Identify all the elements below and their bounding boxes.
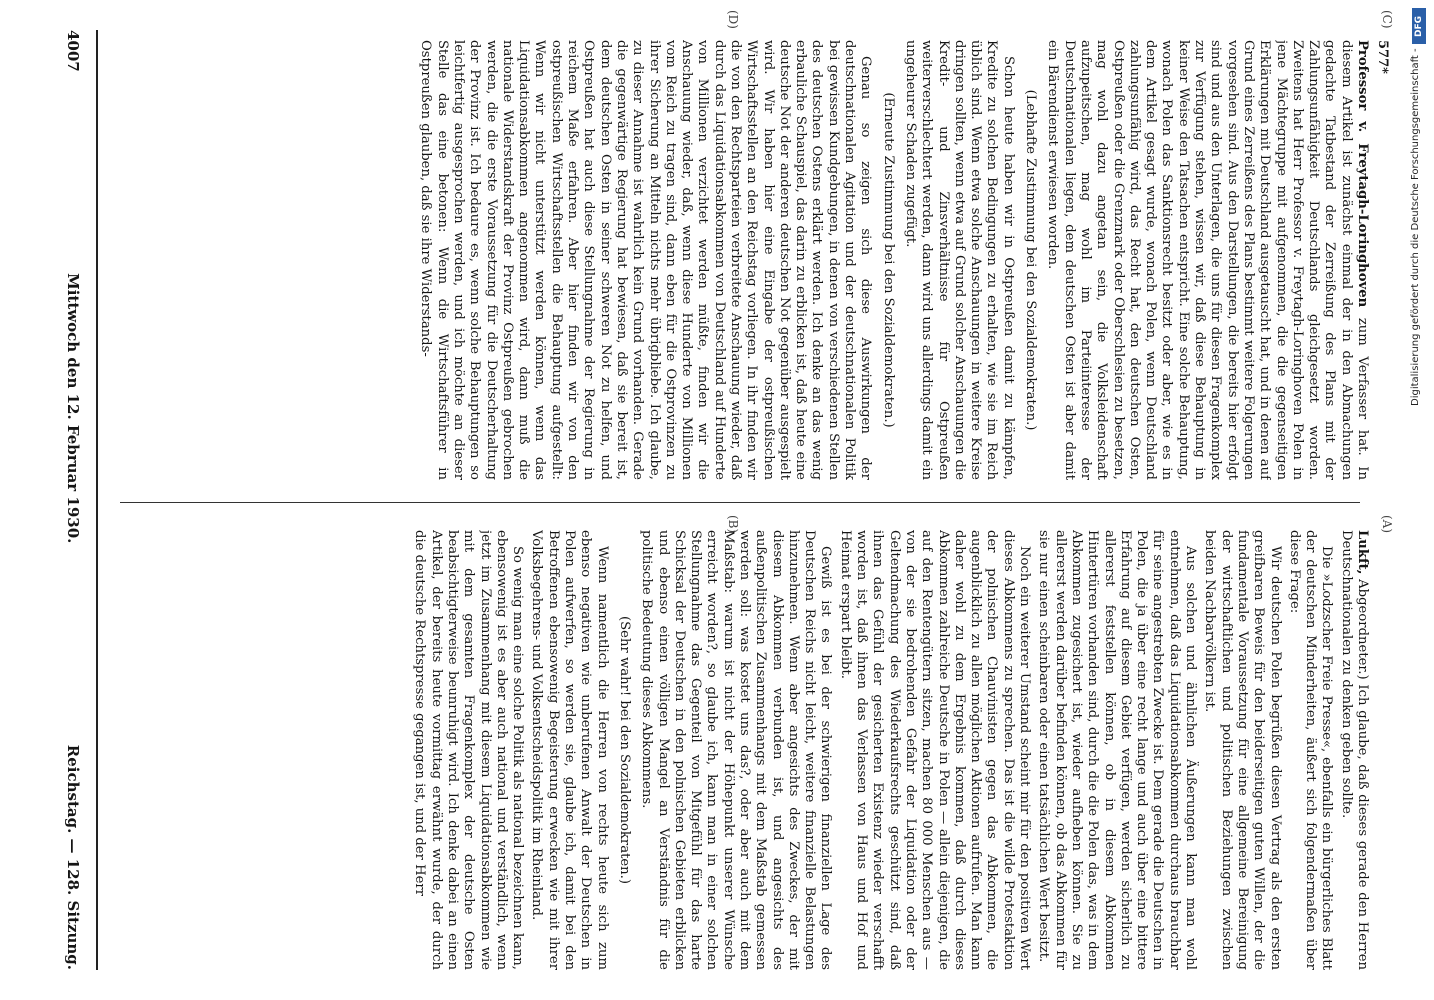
paragraph-text: Gewiß ist es bei der schwierigen finanziellen Lage des Deutschen Reichs nicht leicht, weitere finanzielle Belastungen hinzunehmen. Wenn aber angesichts des Zweckes, der mit diesem Abkommen verbunden ist, und angesichts des außenpolitischen Zusammenhangs mit dem Maßstab gemessen werden soll: was kostet uns das?, oder aber auch mit dem Maßstab: warum ist nicht der Höhepunkt unserer Wünsche erreicht worden?, so glaube ich, kann man in einer solchen Stellungnahme das Gegenteil von Mitgefühl für das harte Schicksal der Deutschen in den polnischen Gebieten erblicken und ebenso einen völligen Mangel an Verständnis für die politische Bedeutung dieses Abkommens.	[639, 530, 834, 970]
margin-mark-c: (C)	[1380, 10, 1394, 29]
interjection: (Erneute Zustimmung bei den Sozialdemokraten.)	[880, 92, 896, 428]
printer-signature-mark: 577*	[1375, 40, 1390, 74]
paragraph	[417, 40, 873, 480]
paragraph-text: Wir deutschen Polen begrüßen diesen Vertrag als den ersten greifbaren Beweis für den beiderseitigen guten Willen, der die fundamentale Voraussetzung für eine allgemeine Bereinigung der wirtschaftlichen und politischen Beziehungen zwischen beiden Nachbarvölkern ist.	[1202, 530, 1283, 970]
left-text-column	[110, 530, 1370, 970]
paragraph	[1201, 530, 1282, 970]
header-rule	[96, 30, 98, 970]
speaker-name: Professor v. Freytagh-Loringhoven	[1355, 40, 1370, 308]
dfg-credit-text: Digitalisierung gefördert durch die Deutsche Forschungsgemeinschaft -	[1410, 48, 1421, 406]
paragraph-text: Genau so zeigen sich diese Auswirkungen der deutschnationalen Agitation und der deutschnationalen Politik bei gewissen Kundgebungen, in denen von verschiedenen Stellen des deutschen Ostens erklärt werden. Ich denke an das wenig erbauliche Schauspiel, das darin zu erblicken ist, daß heute eine deutsche Not der anderen deutschen Not gegenüber ausgespielt wird. Wir haben hier eine Eingabe der ostpreußischen Wirtschaftsstellen an den Reichstag vorliegen. In ihr finden wir die von den Rechtsparteien verbreitete Anschauung wieder, daß durch das Liquidationsabkommen von Deutschland auf Hunderte von Millionen verzichtet werden müßte, finden wir die Anschauung wieder, daß, wenn diese Hunderte von Millionen vom Reich zu tragen sind, dann eben für die Ostprovinzen zu ihrer Sicherung an Mitteln nichts mehr übrigbliebe. Ich glaube, zu dieser Annahme ist wahrlich kein Grund vorhanden. Gerade die gegenwärtige Regierung hat bewiesen, daß sie bereit ist, dem deutschen Osten in seiner schweren Not zu helfen, und Ostpreußen hat auch diese Stellungnahme der Regierung in reichem Maße erfahren. Aber hier finden wir von den ostpreußischen Wirtschaftsstellen die Behauptung aufgestellt: Wenn wir nicht unterstützt werden können, wenn das Liquidationsabkommen angenommen wird, dann muß die nationale Widerstandskraft der Provinz Ostpreußen gebrochen werden, die die erste Voraussetzung für die Deutscherhaltung der Provinz ist. Ich bedaure es, wenn solche Behauptungen so leichtfertig ausgesprochen werden, und ich möchte an dieser Stelle das eine betonen: Wenn die Wirtschaftsführer in Ostpreußen glauben, daß sie ihre Widerstands-	[418, 40, 874, 480]
session-date: Mittwoch den 12. Februar 1930.	[64, 273, 82, 544]
paragraph-text: Noch ein weiterer Umstand scheint mir für den positiven Wert dieses Abkommens zu sprechen. Das ist die wilde Protestaktion der polnischen Chauvinisten gegen das Abkommen, die augenblicklich zu allen möglichen Aktionen aufrufen. Man kann daher wohl zu dem Ergebnis kommen, daß durch dieses Abkommen zahlreiche Deutsche in Polen — allein diejenigen, die auf den Rentengütern sitzen, machen 80 000 Menschen aus — von der sie bedrohenden Gefahr der Liquidation oder der Geltendmachung des Wiederkaufsrechts geschützt sind, daß ihnen das Gefühl der gesicherten Existenz wieder verschafft worden ist, daß ihnen das Verlassen von Haus und Hof und Heimat erspart bleibt.	[837, 530, 1033, 970]
interjection: (Sehr wahr! bei den Sozialdemokraten.)	[616, 616, 632, 884]
right-text-column	[110, 40, 1370, 480]
paragraph	[1286, 530, 1335, 970]
paragraph	[411, 530, 525, 970]
paragraph	[837, 530, 1033, 970]
paragraph-text: Wenn namentlich die Herren von rechts heute sich zum ebenso negativen wie unberufenen Anwalt der Deutschen in Polen aufwerfen, so werden sie, glaube ich, damit bei den Betroffenen ebensowenig Begeisterung erwecken wie mit ihrer Volksbegehrens- und Volksentscheidspolitik im Rheinland.	[529, 530, 610, 970]
interjection: (Lebhafte Zustimmung bei den Sozialdemokraten.)	[1023, 89, 1039, 431]
column-divider	[120, 502, 1360, 503]
paragraph	[1044, 40, 1370, 480]
paragraph	[638, 530, 834, 970]
speaker-name: Lukft,	[1355, 530, 1370, 575]
paragraph-text: Die »Lodzscher Freie Presse«, ebenfalls ein bürgerliches Blatt der deutschen Minderheiten, äußert sich folgendermaßen über diese Frage:	[1286, 530, 1335, 970]
paragraph	[1337, 530, 1370, 970]
margin-mark-a: (A)	[1380, 515, 1394, 534]
paragraph-text: Schon heute haben wir in Ostpreußen damit zu kämpfen, Kredite zu solchen Bedingungen zu erhalten, wie sie im Reich üblich sind. Wenn etwa solche Anschauungen in weitere Kreise dringen sollten, wenn etwa auf Grund solcher Anschauungen die Kredit- und Zinsverhältnisse für Ostpreußen weiterverschlechtert werden, dann wird uns allerdings damit ein ungeheurer Schaden zugefügt.	[902, 40, 1016, 480]
margin-mark-d: (D)	[726, 10, 740, 29]
margin-mark-b: (B)	[726, 515, 740, 534]
paragraph-text: zum Verfasser hat. In diesem Artikel ist zunächst einmal der in den Abmachungen gedachte Tatbestand der Zerreißung des Plans mit der Zahlungsunfähigkeit Deutschlands gleichgesetzt worden. Zweitens hat Herr Professor v. Freytagh-Loringhoven Polen in jene Mächtegruppe mit aufgenommen, die die gegenseitigen Erklärungen mit Deutschland ausgetauscht hat, und in denen auf Grund eines Zerreißens des Plans bestimmt weitere Folgerungen vorgesehen sind. Aus den Darstellungen, die bereits hier erfolgt sind und aus den Unterlagen, die uns für diesen Fragenkomplex zur Verfügung stehen, wissen wir, daß diese Behauptung in keiner Weise den Tatsachen entspricht. Eine solche Behauptung, wonach Polen das Sanktionsrecht besitzt oder aber, wie es in dem Artikel gesagt wurde, wonach Polen, wenn Deutschland zahlungsunfähig wird, das Recht hat, den deutschen Osten, Ostpreußen oder die Grenzmark oder Oberschlesien zu besetzen, mag wohl dazu angetan sein, die Volksleidenschaft aufzupeitschen, mag wohl im Parteiinteresse der Deutschnationalen liegen, dem deutschen Osten ist aber damit ein Bärendienst erwiesen worden.	[1045, 40, 1370, 480]
page-header	[62, 30, 84, 970]
paragraph	[528, 530, 609, 970]
paragraph-text: Abgeordneter.) Ich glaube, daß dieses gerade den Herren Deutschnationalen zu denken geben sollte.	[1338, 530, 1370, 970]
paragraph-text: Aus solchen und ähnlichen Äußerungen kann man wohl entnehmen, daß das Liquidationsabkommen durchaus brauchbar für seine angestrebten Zwecke ist. Dem gerade die Deutschen in Polen, die ja über eine recht lange und auch über eine bittere Erfahrung auf diesem Gebiet verfügen, werden sicherlich zu allererst feststellen können, ob in diesem Abkommen Hintertüren vorhanden sind, durch die die Polen das, was in dem Abkommen zugesichert ist, wieder aufheben können. Sie zu allererst werden darüber befinden können, ob das Abkommen für sie nur einen scheinbaren oder einen tatsächlichen Wert besitzt.	[1036, 530, 1199, 970]
paragraph	[902, 40, 1016, 480]
page-number: 4007	[64, 30, 82, 72]
session-title: Reichstag. — 128. Sitzung.	[64, 744, 82, 970]
paragraph	[1035, 530, 1198, 970]
dfg-logo-icon: DFG	[1412, 8, 1426, 44]
dfg-sidebar	[1410, 8, 1430, 993]
paragraph-text: So wenig man eine solche Politik als national bezeichnen kann, ebensowenig ist es aber auch national und verständlich, wenn jetzt im Zusammenhang mit diesem Liquidationsabkommen wie mit dem gesamten Fragenkomplex der deutsche Osten beabsichtigterweise beunruhigt wird. Ich denke dabei an einen Artikel, der bereits heute vormittag erwähnt wurde, der durch die deutsche Rechtspresse gegangen ist, und der Herr	[412, 530, 526, 970]
